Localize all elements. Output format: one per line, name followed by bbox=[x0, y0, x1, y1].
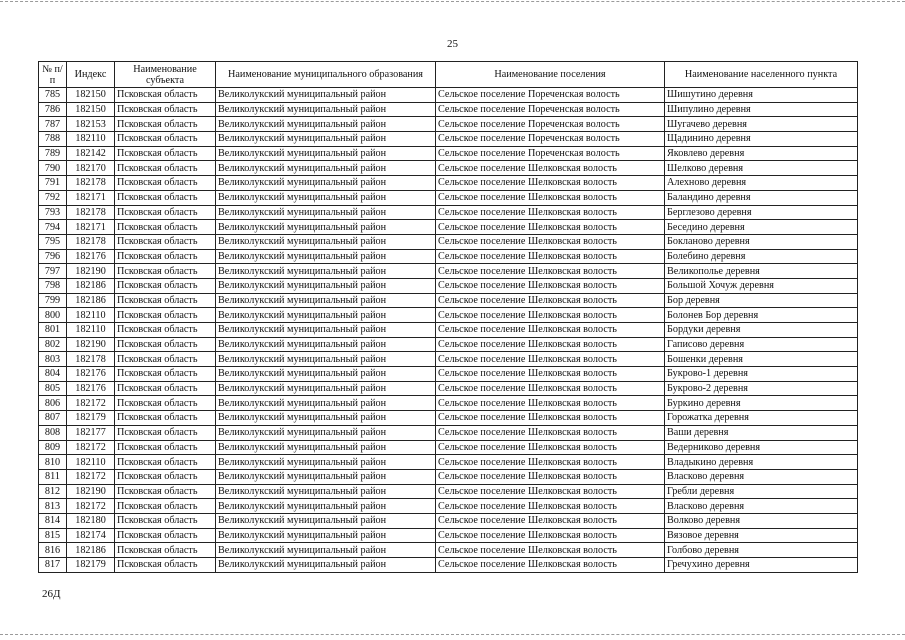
header-subject: Наименование субъекта bbox=[115, 62, 216, 88]
cell-index: 182170 bbox=[67, 161, 115, 176]
cell-num: 795 bbox=[39, 234, 67, 249]
cell-locality: Шишутино деревня bbox=[665, 88, 858, 103]
cell-locality: Беседино деревня bbox=[665, 220, 858, 235]
cell-num: 814 bbox=[39, 513, 67, 528]
cell-num: 796 bbox=[39, 249, 67, 264]
cell-subject: Псковская область bbox=[115, 543, 216, 558]
table-row bbox=[39, 337, 858, 352]
cell-index: 182110 bbox=[67, 308, 115, 323]
cell-municipality: Великолукский муниципальный район bbox=[216, 411, 436, 426]
cell-num: 797 bbox=[39, 264, 67, 279]
cell-municipality: Великолукский муниципальный район bbox=[216, 234, 436, 249]
cell-num: 787 bbox=[39, 117, 67, 132]
cell-num: 815 bbox=[39, 528, 67, 543]
cell-subject: Псковская область bbox=[115, 469, 216, 484]
cell-subject: Псковская область bbox=[115, 455, 216, 470]
cell-subject: Псковская область bbox=[115, 88, 216, 103]
cell-settlement: Сельское поселение Шелковская волость bbox=[436, 337, 665, 352]
cell-locality: Гречухино деревня bbox=[665, 558, 858, 573]
cell-municipality: Великолукский муниципальный район bbox=[216, 396, 436, 411]
table-row bbox=[39, 234, 858, 249]
cell-locality: Вязовое деревня bbox=[665, 528, 858, 543]
cell-municipality: Великолукский муниципальный район bbox=[216, 88, 436, 103]
cell-locality: Берглезово деревня bbox=[665, 205, 858, 220]
cell-municipality: Великолукский муниципальный район bbox=[216, 249, 436, 264]
cell-locality: Бордуки деревня bbox=[665, 323, 858, 338]
header-locality: Наименование населенного пункта bbox=[665, 62, 858, 88]
cell-settlement: Сельское поселение Шелковская волость bbox=[436, 278, 665, 293]
cell-settlement: Сельское поселение Шелковская волость bbox=[436, 323, 665, 338]
cell-locality: Гаписово деревня bbox=[665, 337, 858, 352]
cell-subject: Псковская область bbox=[115, 558, 216, 573]
table-row bbox=[39, 484, 858, 499]
cell-num: 813 bbox=[39, 499, 67, 514]
cell-index: 182110 bbox=[67, 455, 115, 470]
table-row bbox=[39, 88, 858, 103]
cell-num: 808 bbox=[39, 425, 67, 440]
cell-num: 812 bbox=[39, 484, 67, 499]
cell-num: 809 bbox=[39, 440, 67, 455]
cell-index: 182178 bbox=[67, 234, 115, 249]
cell-settlement: Сельское поселение Шелковская волость bbox=[436, 220, 665, 235]
table-row bbox=[39, 190, 858, 205]
cell-settlement: Сельское поселение Шелковская волость bbox=[436, 234, 665, 249]
cell-subject: Псковская область bbox=[115, 499, 216, 514]
document-code: 26Д bbox=[42, 588, 61, 600]
cell-locality: Букрово-2 деревня bbox=[665, 381, 858, 396]
cell-locality: Великополье деревня bbox=[665, 264, 858, 279]
header-municipality: Наименование муниципального образования bbox=[216, 62, 436, 88]
cell-settlement: Сельское поселение Шелковская волость bbox=[436, 161, 665, 176]
cell-subject: Псковская область bbox=[115, 205, 216, 220]
cell-subject: Псковская область bbox=[115, 176, 216, 191]
table-row bbox=[39, 381, 858, 396]
cell-num: 801 bbox=[39, 323, 67, 338]
cell-settlement: Сельское поселение Пореченская волость bbox=[436, 102, 665, 117]
table-row bbox=[39, 161, 858, 176]
table-row bbox=[39, 411, 858, 426]
cell-subject: Псковская область bbox=[115, 528, 216, 543]
cell-index: 182172 bbox=[67, 440, 115, 455]
table-row bbox=[39, 469, 858, 484]
cell-subject: Псковская область bbox=[115, 440, 216, 455]
cell-settlement: Сельское поселение Шелковская волость bbox=[436, 367, 665, 382]
table-row bbox=[39, 367, 858, 382]
cell-index: 182179 bbox=[67, 411, 115, 426]
cell-subject: Псковская область bbox=[115, 381, 216, 396]
cell-num: 804 bbox=[39, 367, 67, 382]
cell-subject: Псковская область bbox=[115, 190, 216, 205]
page-number: 25 bbox=[447, 38, 458, 50]
localities-table bbox=[38, 61, 858, 573]
cell-subject: Псковская область bbox=[115, 146, 216, 161]
cell-settlement: Сельское поселение Шелковская волость bbox=[436, 499, 665, 514]
cell-settlement: Сельское поселение Шелковская волость bbox=[436, 249, 665, 264]
cell-locality: Бошенки деревня bbox=[665, 352, 858, 367]
cell-index: 182176 bbox=[67, 381, 115, 396]
cell-municipality: Великолукский муниципальный район bbox=[216, 161, 436, 176]
cell-index: 182186 bbox=[67, 293, 115, 308]
cell-locality: Власково деревня bbox=[665, 499, 858, 514]
cell-index: 182150 bbox=[67, 102, 115, 117]
cell-num: 798 bbox=[39, 278, 67, 293]
cell-index: 182176 bbox=[67, 367, 115, 382]
cell-settlement: Сельское поселение Шелковская волость bbox=[436, 513, 665, 528]
cell-settlement: Сельское поселение Шелковская волость bbox=[436, 425, 665, 440]
cell-subject: Псковская область bbox=[115, 513, 216, 528]
cell-subject: Псковская область bbox=[115, 161, 216, 176]
cell-num: 794 bbox=[39, 220, 67, 235]
cell-municipality: Великолукский муниципальный район bbox=[216, 499, 436, 514]
cell-settlement: Сельское поселение Шелковская волость bbox=[436, 293, 665, 308]
cell-settlement: Сельское поселение Пореченская волость bbox=[436, 88, 665, 103]
cell-settlement: Сельское поселение Шелковская волость bbox=[436, 205, 665, 220]
cell-locality: Владыкино деревня bbox=[665, 455, 858, 470]
bottom-scan-border bbox=[0, 634, 905, 635]
cell-locality: Болебино деревня bbox=[665, 249, 858, 264]
cell-num: 792 bbox=[39, 190, 67, 205]
table-row bbox=[39, 308, 858, 323]
table-row bbox=[39, 499, 858, 514]
table-row bbox=[39, 278, 858, 293]
cell-subject: Псковская область bbox=[115, 352, 216, 367]
cell-municipality: Великолукский муниципальный район bbox=[216, 440, 436, 455]
cell-index: 182190 bbox=[67, 264, 115, 279]
cell-municipality: Великолукский муниципальный район bbox=[216, 308, 436, 323]
cell-num: 793 bbox=[39, 205, 67, 220]
table-row bbox=[39, 146, 858, 161]
cell-index: 182110 bbox=[67, 323, 115, 338]
cell-locality: Букрово-1 деревня bbox=[665, 367, 858, 382]
cell-settlement: Сельское поселение Пореченская волость bbox=[436, 132, 665, 147]
cell-index: 182190 bbox=[67, 484, 115, 499]
cell-municipality: Великолукский муниципальный район bbox=[216, 293, 436, 308]
cell-num: 816 bbox=[39, 543, 67, 558]
cell-locality: Большой Хочуж деревня bbox=[665, 278, 858, 293]
cell-municipality: Великолукский муниципальный район bbox=[216, 543, 436, 558]
cell-municipality: Великолукский муниципальный район bbox=[216, 132, 436, 147]
table-row bbox=[39, 220, 858, 235]
cell-index: 182110 bbox=[67, 132, 115, 147]
cell-locality: Баландино деревня bbox=[665, 190, 858, 205]
cell-municipality: Великолукский муниципальный район bbox=[216, 381, 436, 396]
cell-locality: Ведерниково деревня bbox=[665, 440, 858, 455]
cell-subject: Псковская область bbox=[115, 278, 216, 293]
cell-index: 182150 bbox=[67, 88, 115, 103]
cell-index: 182180 bbox=[67, 513, 115, 528]
cell-index: 182178 bbox=[67, 205, 115, 220]
cell-num: 802 bbox=[39, 337, 67, 352]
header-settlement: Наименование поселения bbox=[436, 62, 665, 88]
cell-settlement: Сельское поселение Шелковская волость bbox=[436, 484, 665, 499]
table-header-row bbox=[39, 62, 858, 88]
cell-municipality: Великолукский муниципальный район bbox=[216, 176, 436, 191]
cell-index: 182172 bbox=[67, 396, 115, 411]
cell-num: 799 bbox=[39, 293, 67, 308]
cell-municipality: Великолукский муниципальный район bbox=[216, 205, 436, 220]
cell-settlement: Сельское поселение Шелковская волость bbox=[436, 411, 665, 426]
cell-settlement: Сельское поселение Шелковская волость bbox=[436, 352, 665, 367]
cell-locality: Буркино деревня bbox=[665, 396, 858, 411]
cell-index: 182176 bbox=[67, 249, 115, 264]
table-row bbox=[39, 176, 858, 191]
cell-subject: Псковская область bbox=[115, 411, 216, 426]
cell-municipality: Великолукский муниципальный район bbox=[216, 484, 436, 499]
cell-locality: Горожатка деревня bbox=[665, 411, 858, 426]
table-row bbox=[39, 425, 858, 440]
cell-index: 182177 bbox=[67, 425, 115, 440]
cell-settlement: Сельское поселение Шелковская волость bbox=[436, 440, 665, 455]
cell-index: 182178 bbox=[67, 352, 115, 367]
top-scan-border bbox=[0, 1, 905, 2]
cell-num: 803 bbox=[39, 352, 67, 367]
cell-subject: Псковская область bbox=[115, 337, 216, 352]
table-row bbox=[39, 249, 858, 264]
cell-index: 182174 bbox=[67, 528, 115, 543]
table-row bbox=[39, 205, 858, 220]
table-row bbox=[39, 323, 858, 338]
cell-settlement: Сельское поселение Пореченская волость bbox=[436, 146, 665, 161]
cell-subject: Псковская область bbox=[115, 234, 216, 249]
cell-index: 182186 bbox=[67, 543, 115, 558]
cell-num: 811 bbox=[39, 469, 67, 484]
cell-num: 807 bbox=[39, 411, 67, 426]
table-row bbox=[39, 513, 858, 528]
cell-subject: Псковская область bbox=[115, 220, 216, 235]
cell-locality: Ваши деревня bbox=[665, 425, 858, 440]
cell-num: 785 bbox=[39, 88, 67, 103]
table-row bbox=[39, 264, 858, 279]
cell-index: 182179 bbox=[67, 558, 115, 573]
cell-settlement: Сельское поселение Шелковская волость bbox=[436, 190, 665, 205]
cell-settlement: Сельское поселение Пореченская волость bbox=[436, 117, 665, 132]
cell-municipality: Великолукский муниципальный район bbox=[216, 146, 436, 161]
cell-num: 800 bbox=[39, 308, 67, 323]
cell-municipality: Великолукский муниципальный район bbox=[216, 425, 436, 440]
cell-index: 182178 bbox=[67, 176, 115, 191]
cell-num: 791 bbox=[39, 176, 67, 191]
cell-index: 182153 bbox=[67, 117, 115, 132]
cell-index: 182172 bbox=[67, 469, 115, 484]
cell-num: 806 bbox=[39, 396, 67, 411]
cell-municipality: Великолукский муниципальный район bbox=[216, 190, 436, 205]
table-row bbox=[39, 132, 858, 147]
cell-locality: Гребли деревня bbox=[665, 484, 858, 499]
cell-settlement: Сельское поселение Шелковская волость bbox=[436, 176, 665, 191]
cell-municipality: Великолукский муниципальный район bbox=[216, 352, 436, 367]
cell-settlement: Сельское поселение Шелковская волость bbox=[436, 264, 665, 279]
header-num: № п/п bbox=[39, 62, 67, 88]
cell-locality: Голбово деревня bbox=[665, 543, 858, 558]
cell-locality: Бор деревня bbox=[665, 293, 858, 308]
cell-locality: Яковлево деревня bbox=[665, 146, 858, 161]
cell-municipality: Великолукский муниципальный район bbox=[216, 367, 436, 382]
cell-municipality: Великолукский муниципальный район bbox=[216, 558, 436, 573]
header-index: Индекс bbox=[67, 62, 115, 88]
cell-locality: Болонев Бор деревня bbox=[665, 308, 858, 323]
table-row bbox=[39, 117, 858, 132]
cell-num: 786 bbox=[39, 102, 67, 117]
cell-num: 789 bbox=[39, 146, 67, 161]
cell-settlement: Сельское поселение Шелковская волость bbox=[436, 558, 665, 573]
cell-num: 790 bbox=[39, 161, 67, 176]
cell-index: 182190 bbox=[67, 337, 115, 352]
cell-num: 805 bbox=[39, 381, 67, 396]
table-row bbox=[39, 440, 858, 455]
cell-subject: Псковская область bbox=[115, 367, 216, 382]
cell-municipality: Великолукский муниципальный район bbox=[216, 469, 436, 484]
cell-locality: Бокланово деревня bbox=[665, 234, 858, 249]
cell-index: 182186 bbox=[67, 278, 115, 293]
cell-locality: Шелково деревня bbox=[665, 161, 858, 176]
cell-municipality: Великолукский муниципальный район bbox=[216, 220, 436, 235]
cell-subject: Псковская область bbox=[115, 102, 216, 117]
cell-municipality: Великолукский муниципальный район bbox=[216, 117, 436, 132]
cell-subject: Псковская область bbox=[115, 396, 216, 411]
table-row bbox=[39, 455, 858, 470]
table-row bbox=[39, 543, 858, 558]
table-row bbox=[39, 102, 858, 117]
cell-settlement: Сельское поселение Шелковская волость bbox=[436, 308, 665, 323]
cell-num: 817 bbox=[39, 558, 67, 573]
cell-num: 788 bbox=[39, 132, 67, 147]
cell-subject: Псковская область bbox=[115, 308, 216, 323]
cell-settlement: Сельское поселение Шелковская волость bbox=[436, 381, 665, 396]
cell-subject: Псковская область bbox=[115, 117, 216, 132]
cell-subject: Псковская область bbox=[115, 249, 216, 264]
table-row bbox=[39, 528, 858, 543]
table-row bbox=[39, 352, 858, 367]
table-row bbox=[39, 293, 858, 308]
cell-settlement: Сельское поселение Шелковская волость bbox=[436, 469, 665, 484]
cell-municipality: Великолукский муниципальный район bbox=[216, 455, 436, 470]
cell-subject: Псковская область bbox=[115, 323, 216, 338]
cell-municipality: Великолукский муниципальный район bbox=[216, 264, 436, 279]
cell-locality: Щадинино деревня bbox=[665, 132, 858, 147]
cell-num: 810 bbox=[39, 455, 67, 470]
cell-subject: Псковская область bbox=[115, 264, 216, 279]
cell-settlement: Сельское поселение Шелковская волость bbox=[436, 396, 665, 411]
cell-locality: Власково деревня bbox=[665, 469, 858, 484]
cell-locality: Шугачево деревня bbox=[665, 117, 858, 132]
cell-municipality: Великолукский муниципальный район bbox=[216, 278, 436, 293]
table-row bbox=[39, 558, 858, 573]
cell-municipality: Великолукский муниципальный район bbox=[216, 323, 436, 338]
table-row bbox=[39, 396, 858, 411]
cell-subject: Псковская область bbox=[115, 484, 216, 499]
cell-index: 182172 bbox=[67, 499, 115, 514]
cell-settlement: Сельское поселение Шелковская волость bbox=[436, 528, 665, 543]
cell-municipality: Великолукский муниципальный район bbox=[216, 513, 436, 528]
table-body bbox=[39, 88, 858, 573]
cell-locality: Алехново деревня bbox=[665, 176, 858, 191]
cell-subject: Псковская область bbox=[115, 425, 216, 440]
cell-index: 182171 bbox=[67, 220, 115, 235]
cell-settlement: Сельское поселение Шелковская волость bbox=[436, 543, 665, 558]
cell-subject: Псковская область bbox=[115, 132, 216, 147]
cell-municipality: Великолукский муниципальный район bbox=[216, 528, 436, 543]
cell-locality: Волково деревня bbox=[665, 513, 858, 528]
cell-index: 182171 bbox=[67, 190, 115, 205]
cell-settlement: Сельское поселение Шелковская волость bbox=[436, 455, 665, 470]
cell-index: 182142 bbox=[67, 146, 115, 161]
cell-subject: Псковская область bbox=[115, 293, 216, 308]
cell-municipality: Великолукский муниципальный район bbox=[216, 337, 436, 352]
cell-municipality: Великолукский муниципальный район bbox=[216, 102, 436, 117]
cell-locality: Шипулино деревня bbox=[665, 102, 858, 117]
